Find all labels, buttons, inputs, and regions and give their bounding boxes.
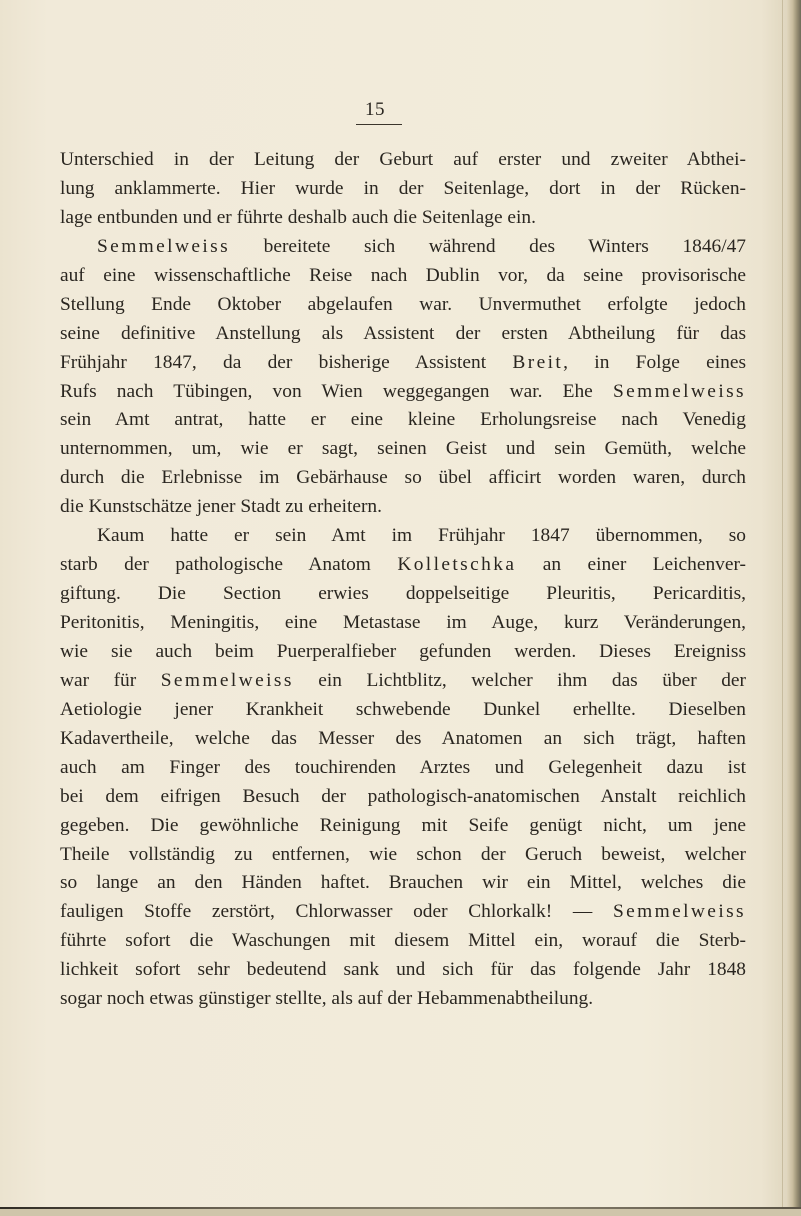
text-line-19 xyxy=(60,667,746,696)
name-semmelweiss: Semmelweiss xyxy=(612,380,746,402)
text-line-26: so lange an den Händen haftet. Brauchen wir ein Mittel, welches die xyxy=(60,872,746,894)
text-line-3: lage entbunden und er führte deshalb auch die Seitenlage ein. xyxy=(60,206,536,228)
body-text xyxy=(60,146,746,1014)
name-semmelweiss: Semmelweiss xyxy=(97,235,231,257)
text-line-24: gegeben. Die gewöhnliche Reinigung mit Seife genügt nicht, um jene xyxy=(60,814,746,836)
text-line-16: giftung. Die Section erwies doppelseitige Pleuritis, Pericarditis, xyxy=(60,583,746,605)
text-line-27-a: fauligen Stoffe zerstört, Chlorwasser oder Chlorkalk! — xyxy=(60,901,613,923)
text-line-14: Kaum hatte er sein Amt im Frühjahr 1847 übernommen, so xyxy=(97,525,746,547)
name-breit: Breit xyxy=(512,351,564,373)
text-line-30: sogar noch etwas günstiger stellte, als auf der Hebammenabtheilung. xyxy=(60,988,594,1010)
text-line-15-a: starb der pathologische Anatom xyxy=(60,554,398,576)
text-line-4 xyxy=(60,233,746,262)
text-line-27 xyxy=(60,898,746,927)
text-line-18: wie sie auch beim Puerperalfieber gefunden werden. Dieses Ereigniss xyxy=(60,640,746,662)
text-line-20: Aetiologie jener Krankheit schwebende Dunkel erhellte. Dieselben xyxy=(60,698,746,720)
page-fold-line xyxy=(782,0,783,1216)
text-line-10: sein Amt antrat, hatte er eine kleine Erholungsreise nach Venedig xyxy=(60,409,746,431)
page-bottom-shadow xyxy=(0,1209,801,1216)
text-line-7: seine definitive Anstellung als Assistent der ersten Abtheilung für das xyxy=(60,322,746,344)
text-line-19-a: war für xyxy=(60,669,161,691)
text-line-1: Unterschied in der Leitung der Geburt auf erster und zweiter Abthei- xyxy=(60,149,746,170)
text-line-6: Stellung Ende Oktober abgelaufen war. Unvermuthet erfolgte jedoch xyxy=(60,293,746,315)
text-line-2: lung anklammerte. Hier wurde in der Seitenlage, dort in der Rücken- xyxy=(60,177,746,199)
text-line-8-a: Frühjahr 1847, da der bisherige Assistent xyxy=(60,351,513,373)
page-number-underline xyxy=(356,124,402,125)
page-binding-edge xyxy=(787,0,801,1216)
text-line-17: Peritonitis, Meningitis, eine Metastase im Auge, kurz Veränderungen, xyxy=(60,612,746,633)
text-line-9-a: Rufs nach Tübingen, von Wien weggegangen war. Ehe xyxy=(60,380,613,402)
text-line-15-b: an einer Leichenver- xyxy=(516,554,746,576)
text-line-28: führte sofort die Waschungen mit diesem Mittel ein, worauf die Sterb- xyxy=(60,930,746,952)
text-line-15 xyxy=(60,551,746,580)
text-line-22: auch am Finger des touchirenden Arztes und Gelegenheit dazu ist xyxy=(60,756,746,778)
text-line-19-b: ein Lichtblitz, welcher ihm das über der xyxy=(293,669,746,691)
text-line-12: durch die Erlebnisse im Gebärhause so übel afficirt worden waren, durch xyxy=(60,467,746,489)
page-number: 15 xyxy=(365,99,385,120)
text-line-21: Kadavertheile, welche das Messer des Anatomen an sich trägt, haften xyxy=(60,727,746,749)
text-line-5: auf eine wissenschaftliche Reise nach Dublin vor, da seine provisorische xyxy=(60,264,746,286)
name-kolletschka: Kolletschka xyxy=(397,554,517,576)
name-semmelweiss: Semmelweiss xyxy=(160,669,294,691)
text-line-23: bei dem eifrigen Besuch der pathologisch-anatomischen Anstalt reichlich xyxy=(60,785,746,807)
text-line-9 xyxy=(60,378,746,407)
text-line-8 xyxy=(60,349,746,378)
name-semmelweiss: Semmelweiss xyxy=(612,901,746,923)
text-line-11: unternommen, um, wie er sagt, seinen Geist und sein Gemüth, welche xyxy=(60,438,746,460)
text-line-13: die Kunstschätze jener Stadt zu erheitern. xyxy=(60,496,382,518)
text-line-8-b: , in Folge eines xyxy=(563,351,746,373)
text-line-25: Theile vollständig zu entfernen, wie schon der Geruch beweist, welcher xyxy=(60,843,746,865)
text-line-4-b: bereitete sich während des Winters 1846/47 xyxy=(230,235,746,257)
text-line-29: lichkeit sofort sehr bedeutend sank und sich für das folgende Jahr 1848 xyxy=(60,959,746,981)
